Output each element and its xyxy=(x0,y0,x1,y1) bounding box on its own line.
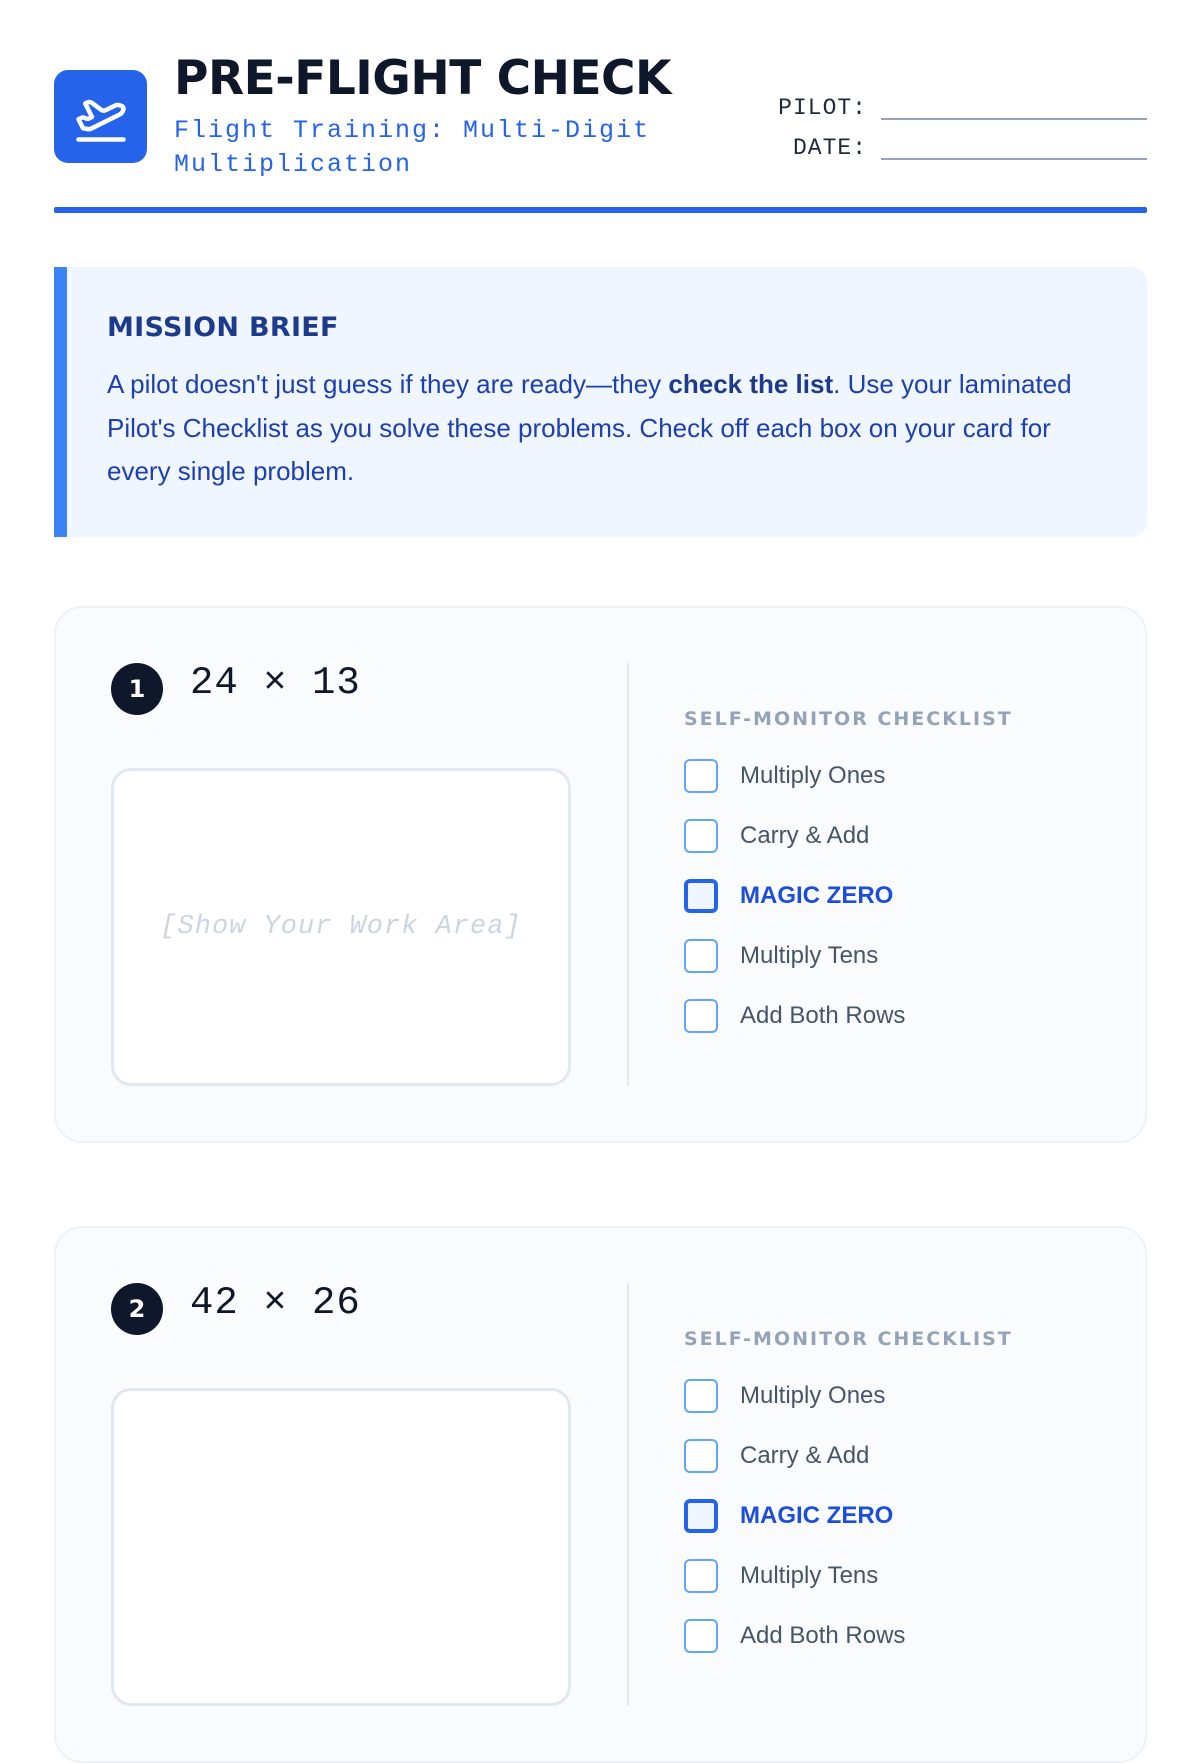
date-label: DATE: xyxy=(792,135,867,161)
plane-takeoff-icon xyxy=(54,70,147,163)
header xyxy=(54,0,1147,214)
checkbox[interactable] xyxy=(684,999,718,1033)
checkbox[interactable] xyxy=(684,1379,718,1413)
pilot-label: PILOT: xyxy=(778,95,867,121)
problem-card xyxy=(54,1226,1147,1763)
checklist-item-label: Multiply Ones xyxy=(740,1382,886,1409)
problem-expression: 24 × 13 xyxy=(190,661,361,705)
checklist-item-label: Multiply Tens xyxy=(740,942,879,969)
checklist-item-magic-zero[interactable] xyxy=(684,1496,1013,1536)
checkbox[interactable] xyxy=(684,759,718,793)
checklist-item-label: Add Both Rows xyxy=(740,1002,906,1029)
vertical-divider xyxy=(627,1283,629,1706)
date-row xyxy=(767,120,1147,160)
checkbox[interactable] xyxy=(684,1619,718,1653)
mission-brief xyxy=(54,267,1147,537)
problem-number-badge: 1 xyxy=(111,663,163,715)
checklist-item-label: MAGIC ZERO xyxy=(740,882,894,909)
checkbox[interactable] xyxy=(684,879,718,913)
checklist-item-multiply-ones[interactable] xyxy=(684,756,1013,796)
work-area-hint: [Show Your Work Area] xyxy=(160,912,522,942)
page-title: PRE-FLIGHT CHECK xyxy=(174,51,671,106)
checklist-item-multiply-ones[interactable] xyxy=(684,1376,1013,1416)
checklist-item-magic-zero[interactable] xyxy=(684,876,1013,916)
problem-card xyxy=(54,606,1147,1143)
pilot-row xyxy=(767,80,1147,120)
worksheet-page xyxy=(54,0,1147,1649)
pilot-field[interactable] xyxy=(881,92,1147,120)
checklist-title: SELF-MONITOR CHECKLIST xyxy=(684,708,1013,730)
brief-text-bold: check the list xyxy=(668,369,834,399)
pilot-date-fields xyxy=(767,80,1147,160)
checklist-item-label: Multiply Ones xyxy=(740,762,886,789)
page-subtitle: Flight Training: Multi-Digit Multiplication xyxy=(174,116,651,179)
problem-expression: 42 × 26 xyxy=(190,1281,361,1325)
checklist-item-label: Add Both Rows xyxy=(740,1622,906,1649)
checklist-item-add-both-rows[interactable] xyxy=(684,1616,1013,1656)
self-monitor-checklist xyxy=(684,1328,1013,1676)
checkbox[interactable] xyxy=(684,1559,718,1593)
checklist-item-carry-add[interactable] xyxy=(684,816,1013,856)
checklist-item-multiply-tens[interactable] xyxy=(684,1556,1013,1596)
checkbox[interactable] xyxy=(684,819,718,853)
checklist-item-label: Multiply Tens xyxy=(740,1562,879,1589)
checklist-item-label: Carry & Add xyxy=(740,822,870,849)
checklist-title: SELF-MONITOR CHECKLIST xyxy=(684,1328,1013,1350)
work-area[interactable] xyxy=(111,768,571,1086)
work-area[interactable] xyxy=(111,1388,571,1706)
checklist-item-carry-add[interactable] xyxy=(684,1436,1013,1476)
mission-brief-title: MISSION BRIEF xyxy=(107,312,339,343)
self-monitor-checklist xyxy=(684,708,1013,1056)
checklist-item-label: Carry & Add xyxy=(740,1442,870,1469)
vertical-divider xyxy=(627,663,629,1086)
checklist-item-add-both-rows[interactable] xyxy=(684,996,1013,1036)
header-rule xyxy=(54,207,1147,213)
checkbox[interactable] xyxy=(684,939,718,973)
checkbox[interactable] xyxy=(684,1439,718,1473)
mission-brief-text xyxy=(107,363,1107,494)
checkbox[interactable] xyxy=(684,1499,718,1533)
brief-text-before: A pilot doesn't just guess if they are ready—they xyxy=(107,369,669,399)
checklist-item-multiply-tens[interactable] xyxy=(684,936,1013,976)
brief-text-after: . Use your laminated Pilot's Checklist as you solve these problems. Check off each box on your card for every single problem. xyxy=(107,369,1072,486)
problem-number-badge: 2 xyxy=(111,1283,163,1335)
checklist-item-label: MAGIC ZERO xyxy=(740,1502,894,1529)
date-field[interactable] xyxy=(881,132,1147,160)
